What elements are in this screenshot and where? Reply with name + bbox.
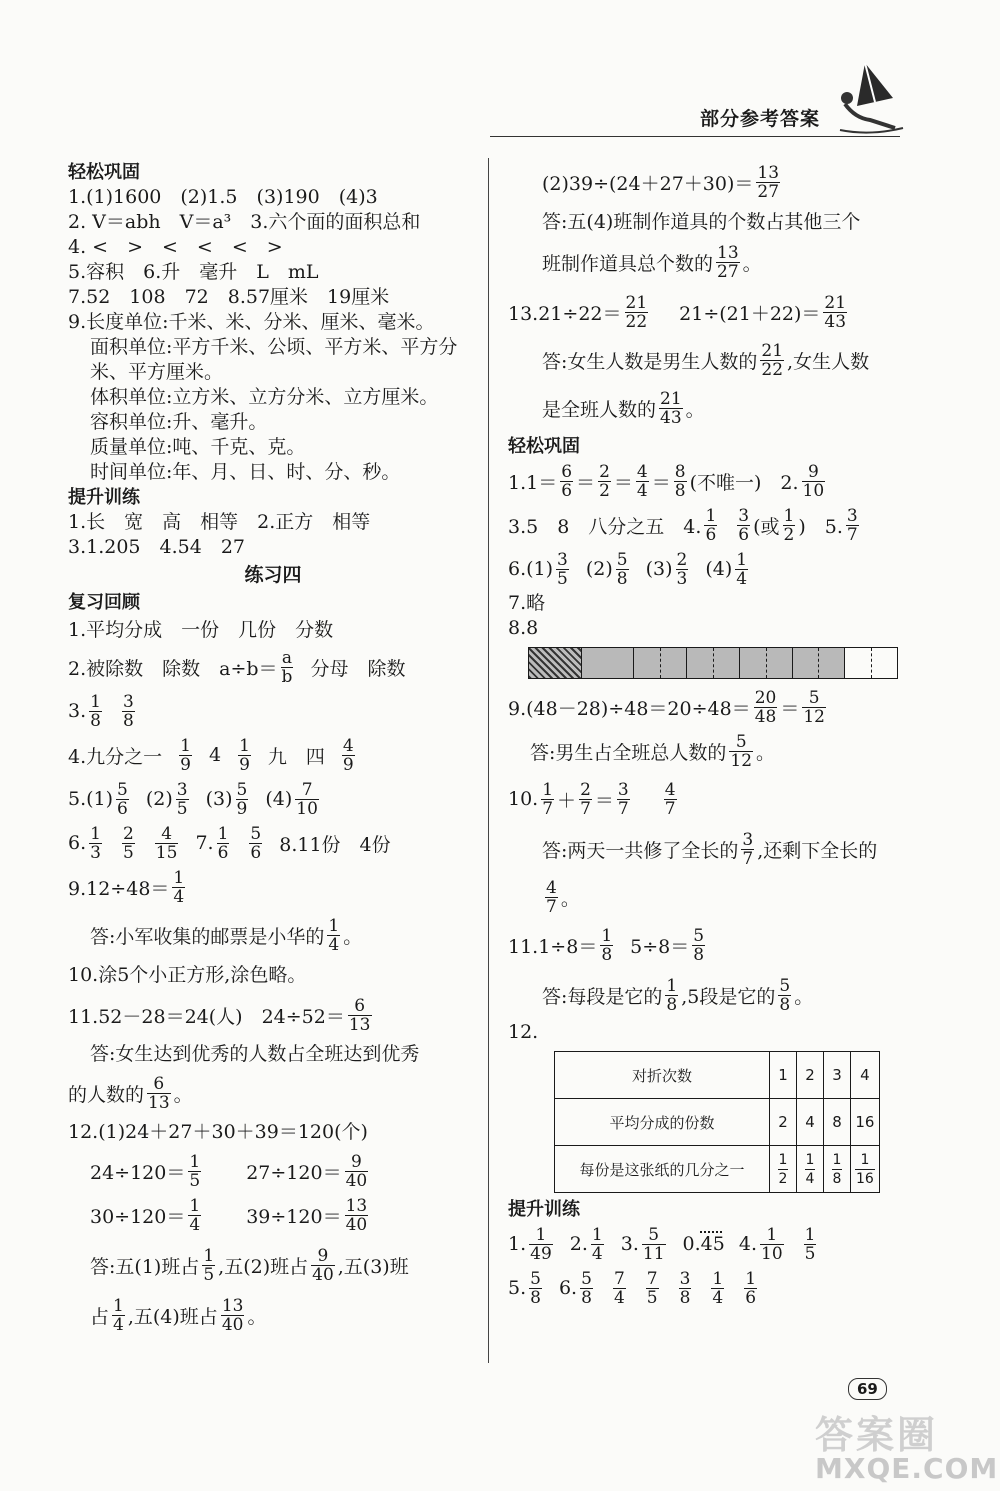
fraction: $\frac{8}{8}$ [674, 461, 686, 501]
answer-line: 体积单位:立方米、立方分米、立方厘米。 [90, 386, 439, 408]
fraction: $\frac{1}{8}$ [90, 691, 101, 731]
table-cell: 2 [797, 1052, 824, 1099]
fraction: $\frac{1}{5}$ [189, 1151, 201, 1191]
answer-line: 9.(48－28)÷48＝20÷48＝ $\frac{20}{48}$ ＝ $\frac{5}{12}$ [508, 687, 825, 727]
answer-line: 班制作道具总个数的 $\frac{13}{27}$ 。 [542, 242, 762, 282]
fraction: $\frac{13}{40}$ [345, 1195, 368, 1235]
fraction: $\frac{5}{11}$ [642, 1224, 665, 1264]
fraction: $\frac{1}{4}$ [328, 915, 340, 955]
table-cell: 4 [851, 1052, 880, 1099]
answer-line: 5. $\frac{5}{8}$ 6. $\frac{5}{8}$ $\frac{7}{4}$ $\frac{7}{5}$ $\frac{3}{8}$ $\frac{1}{4}$ $\frac{1}{6}$ [508, 1268, 757, 1308]
page-header-title: 部分参考答案 [700, 108, 821, 130]
fraction: $\frac{4}{7}$ [664, 779, 676, 819]
fraction: $\frac{1}{6}$ [705, 505, 717, 545]
table-cell: 对折次数 [555, 1052, 770, 1099]
answer-line: 质量单位:吨、千克、克。 [90, 436, 306, 458]
answer-line: 答:小军收集的邮票是小华的 $\frac{1}{4}$ 。 [90, 915, 363, 955]
answer-line: 1.长 宽 高 相等 2.正方 相等 [68, 511, 371, 533]
answer-line: 答:女生达到优秀的人数占全班达到优秀 [90, 1043, 420, 1065]
fraction: $\frac{5}{12}$ [803, 687, 825, 727]
section-heading: 轻松巩固 [508, 436, 580, 457]
answer-line: 1.1＝ $\frac{6}{6}$ ＝ $\frac{2}{2}$ ＝ $\frac{4}{4}$ ＝ $\frac{8}{8}$ (不唯一) 2. $\frac{9}{10}$ [508, 461, 825, 501]
answer-line: 2.被除数 除数 a÷b＝ $\frac{a}{b}$ 分母 除数 [68, 647, 406, 687]
answer-line: 的人数的 $\frac{6}{13}$ 。 [68, 1073, 193, 1113]
answer-line: 8.8 [508, 617, 539, 639]
left-column [68, 160, 478, 1337]
page-number: 69 [848, 1378, 887, 1400]
fraction: $\frac{7}{4}$ [613, 1268, 625, 1308]
fraction: $\frac{1}{2}$ [783, 505, 795, 545]
fraction: $\frac{1}{4}$ [113, 1295, 124, 1335]
fraction: $\frac{1}{49}$ [530, 1224, 552, 1264]
right-column [508, 160, 908, 1310]
answer-line: 12.(1)24＋27＋30＋39＝120(个) [68, 1121, 368, 1143]
watermark-site: MXQE.COM [815, 1452, 999, 1485]
fraction: $\frac{3}{8}$ [679, 1268, 691, 1308]
answer-line: 6.(1) $\frac{3}{5}$ (2) $\frac{5}{8}$ (3) $\frac{2}{3}$ (4) $\frac{1}{4}$ [508, 549, 748, 589]
answer-line: 面积单位:平方千米、公顷、平方米、平方分 [90, 336, 458, 358]
fraction: $\frac{1}{4}$ [173, 867, 185, 907]
table-cell: 8 [824, 1099, 851, 1146]
fraction: $\frac{3}{5}$ [557, 549, 568, 589]
fraction: $\frac{1}{4}$ [591, 1224, 603, 1264]
fraction: $\frac{3}{8}$ [122, 691, 134, 731]
answer-line: (2)39÷(24＋27＋30)＝ $\frac{13}{27}$ [542, 162, 780, 202]
bar-cell-shaded [582, 647, 635, 679]
fraction: $\frac{21}{43}$ [660, 388, 682, 428]
answer-line: 10. $\frac{1}{7}$ ＋ $\frac{2}{7}$ ＝ $\frac{3}{7}$ $\frac{4}{7}$ [508, 779, 676, 819]
fraction: $\frac{9}{40}$ [312, 1245, 334, 1285]
watermark-logo: 答案圈 [815, 1413, 939, 1457]
fraction: $\frac{1}{9}$ [239, 735, 250, 775]
answer-line: 7.52 108 72 8.57厘米 19厘米 [68, 286, 390, 308]
fraction: $\frac{1}{6}$ [745, 1268, 757, 1308]
bar-cell-shaded [740, 647, 793, 679]
fraction: $\frac{a}{b}$ [281, 647, 293, 687]
section-heading: 轻松巩固 [68, 162, 140, 183]
bar-cell-shaded [687, 647, 740, 679]
bar-cell-shaded [634, 647, 687, 679]
section-heading: 复习回顾 [68, 592, 140, 613]
answer-line: 12. [508, 1021, 539, 1043]
fraction: $\frac{1}{9}$ [180, 735, 191, 775]
folding-table [554, 1051, 880, 1193]
section-heading: 提升训练 [508, 1199, 580, 1220]
fraction: $\frac{6}{13}$ [148, 1073, 170, 1113]
answer-line: 1.平均分成 一份 几份 分数 [68, 619, 334, 641]
answer-line: 时间单位:年、月、日、时、分、秒。 [90, 461, 401, 483]
fraction: $\frac{4}{7}$ [546, 877, 557, 917]
fraction: $\frac{4}{15}$ [155, 823, 178, 863]
fraction: $\frac{5}{6}$ [250, 823, 262, 863]
column-divider [488, 158, 489, 1363]
bar-cell-shaded [793, 647, 846, 679]
answer-line: 9.12÷48＝ $\frac{1}{4}$ [68, 867, 185, 907]
fraction: $\frac{5}{8}$ [616, 549, 628, 589]
fraction: $\frac{1}{7}$ [542, 779, 554, 819]
fraction: $\frac{5}{6}$ [117, 779, 128, 819]
answer-line: 1.(1)1600 (2)1.5 (3)190 (4)3 [68, 186, 378, 208]
fraction: $\frac{13}{40}$ [221, 1295, 244, 1335]
fraction: $\frac{2}{7}$ [580, 779, 591, 819]
fraction: $\frac{1}{8}$ [666, 975, 678, 1015]
answer-line: 答:女生人数是男生人数的 $\frac{21}{22}$ ,女生人数 [542, 340, 870, 380]
fraction: $\frac{3}{7}$ [846, 505, 858, 545]
fraction: $\frac{3}{7}$ [742, 829, 754, 869]
exercise-title: 练习四 [244, 564, 302, 586]
answer-line: 占 $\frac{1}{4}$ ,五(4)班占 $\frac{13}{40}$ 。 [90, 1295, 267, 1335]
table-cell: $\frac{1}{8}$ [824, 1146, 851, 1193]
fraction: $\frac{6}{13}$ [348, 995, 371, 1035]
fraction: $\frac{5}{8}$ [581, 1268, 592, 1308]
fraction: $\frac{5}{9}$ [236, 779, 248, 819]
table-cell: 1 [770, 1052, 797, 1099]
answer-line: 24÷120＝ $\frac{1}{5}$ 27÷120＝ $\frac{9}{40}$ [90, 1151, 368, 1191]
fraction: $\frac{21}{22}$ [625, 292, 648, 332]
table-cell: 平均分成的份数 [555, 1099, 770, 1146]
fraction: $\frac{2}{5}$ [122, 823, 134, 863]
answer-line: 30÷120＝ $\frac{1}{4}$ 39÷120＝ $\frac{13}{40}$ [90, 1195, 368, 1235]
bar-cell-hatched [528, 647, 582, 679]
table-row [555, 1146, 880, 1193]
fraction: $\frac{1}{4}$ [736, 549, 748, 589]
fraction: $\frac{13}{27}$ [717, 242, 739, 282]
fraction: $\frac{1}{3}$ [90, 823, 101, 863]
answer-line: 6. $\frac{1}{3}$ $\frac{2}{5}$ $\frac{4}{15}$ 7. $\frac{1}{6}$ $\frac{5}{6}$ 8.11份 4份 [68, 823, 391, 863]
fraction: $\frac{7}{5}$ [646, 1268, 658, 1308]
answer-line: 11.1÷8＝ $\frac{1}{8}$ 5÷8＝ $\frac{5}{8}$ [508, 925, 705, 965]
fraction: $\frac{2}{2}$ [599, 461, 610, 501]
fraction: $\frac{1}{8}$ [601, 925, 613, 965]
fraction: $\frac{6}{6}$ [561, 461, 573, 501]
table-row [555, 1099, 880, 1146]
fraction: $\frac{1}{4}$ [712, 1268, 724, 1308]
fraction: $\frac{3}{7}$ [617, 779, 629, 819]
table-cell: 2 [770, 1099, 797, 1146]
fraction: $\frac{13}{27}$ [757, 162, 780, 202]
table-cell: 3 [824, 1052, 851, 1099]
answer-line: 9.长度单位:千米、米、分米、厘米、毫米。 [68, 311, 435, 333]
surfer-illustration-icon [835, 58, 905, 138]
table-cell: 每份是这张纸的几分之一 [555, 1146, 770, 1193]
answer-line: 答:五(4)班制作道具的个数占其他三个 [542, 211, 861, 233]
fraction: $\frac{9}{10}$ [802, 461, 825, 501]
fraction: $\frac{3}{5}$ [176, 779, 188, 819]
fraction: $\frac{20}{48}$ [754, 687, 777, 727]
answer-line: 7.略 [508, 592, 546, 614]
fraction-bar-diagram [528, 647, 898, 679]
answer-line: 3. $\frac{1}{8}$ $\frac{3}{8}$ [68, 691, 134, 731]
answer-line: 3.1.205 4.54 27 [68, 536, 246, 558]
answer-line: 3.5 8 八分之五 4. $\frac{1}{6}$ $\frac{3}{6}$ (或 $\frac{1}{2}$ ) 5. $\frac{3}{7}$ [508, 505, 858, 545]
answer-line: 4.九分之一 $\frac{1}{9}$ 4 $\frac{1}{9}$ 九 四 $\frac{4}{9}$ [68, 735, 354, 775]
fraction: $\frac{9}{40}$ [345, 1151, 368, 1191]
answer-line: 10.涂5个小正方形,涂色略。 [68, 964, 307, 986]
bar-cell-empty [845, 647, 898, 679]
fraction: $\frac{3}{6}$ [738, 505, 750, 545]
answer-line: 答:每段是它的 $\frac{1}{8}$ ,5段是它的 $\frac{5}{8}$ 。 [542, 975, 814, 1015]
table-cell: 4 [797, 1099, 824, 1146]
fraction: $\frac{1}{10}$ [761, 1224, 783, 1264]
fraction: $\frac{21}{22}$ [761, 340, 784, 380]
fraction: $\frac{5}{8}$ [779, 975, 791, 1015]
fraction: $\frac{1}{6}$ [217, 823, 229, 863]
answer-line: 答:男生占全班总人数的 $\frac{5}{12}$ 。 [530, 731, 776, 771]
table-cell: 16 [851, 1099, 880, 1146]
table-cell: $\frac{1}{4}$ [797, 1146, 824, 1193]
answer-line: 5.容积 6.升 毫升 L mL [68, 261, 319, 283]
fraction: $\frac{1}{5}$ [804, 1224, 816, 1264]
fraction: $\frac{5}{8}$ [693, 925, 705, 965]
answer-line: 答:两天一共修了全长的 $\frac{3}{7}$ ,还剩下全长的 [542, 829, 878, 869]
table-cell: $\frac{1}{16}$ [851, 1146, 880, 1193]
fraction: $\frac{2}{3}$ [676, 549, 688, 589]
answer-line: 2. V＝abh V＝a³ 3.六个面的面积总和 [68, 211, 421, 233]
answer-line: 11.52－28＝24(人) 24÷52＝ $\frac{6}{13}$ [68, 995, 371, 1035]
fraction: $\frac{1}{5}$ [203, 1245, 215, 1285]
answer-line: $\frac{4}{7}$ 。 [546, 877, 580, 917]
fraction: $\frac{7}{10}$ [296, 779, 318, 819]
fraction: $\frac{4}{4}$ [636, 461, 648, 501]
table-cell: $\frac{1}{2}$ [770, 1146, 797, 1193]
answer-line: 1. $\frac{1}{49}$ 2. $\frac{1}{4}$ 3. $\frac{5}{11}$ 0. 45 4. $\frac{1}{10}$ $\frac{1}{5}$ [508, 1224, 816, 1264]
answer-line: 是全班人数的 $\frac{21}{43}$ 。 [542, 388, 705, 428]
table-row [555, 1052, 880, 1099]
fraction: $\frac{4}{9}$ [342, 735, 354, 775]
answer-line: 13.21÷22＝ $\frac{21}{22}$ 21÷(21＋22)＝ $\frac{21}{43}$ [508, 292, 847, 332]
fraction: $\frac{21}{43}$ [824, 292, 847, 332]
header-rule [490, 136, 900, 137]
section-heading: 提升训练 [68, 487, 140, 508]
answer-line: 答:五(1)班占 $\frac{1}{5}$ ,五(2)班占 $\frac{9}{40}$ ,五(3)班 [90, 1245, 409, 1285]
fraction: $\frac{1}{4}$ [189, 1195, 201, 1235]
answer-line: 4. < > < < < > [68, 236, 283, 258]
answer-line: 米、平方厘米。 [90, 361, 224, 383]
answer-line: 容积单位:升、毫升。 [90, 411, 268, 433]
fraction: $\frac{5}{8}$ [530, 1268, 541, 1308]
fraction: $\frac{5}{12}$ [730, 731, 753, 771]
answer-line: 5.(1) $\frac{5}{6}$ (2) $\frac{3}{5}$ (3) $\frac{5}{9}$ (4) $\frac{7}{10}$ [68, 779, 318, 819]
